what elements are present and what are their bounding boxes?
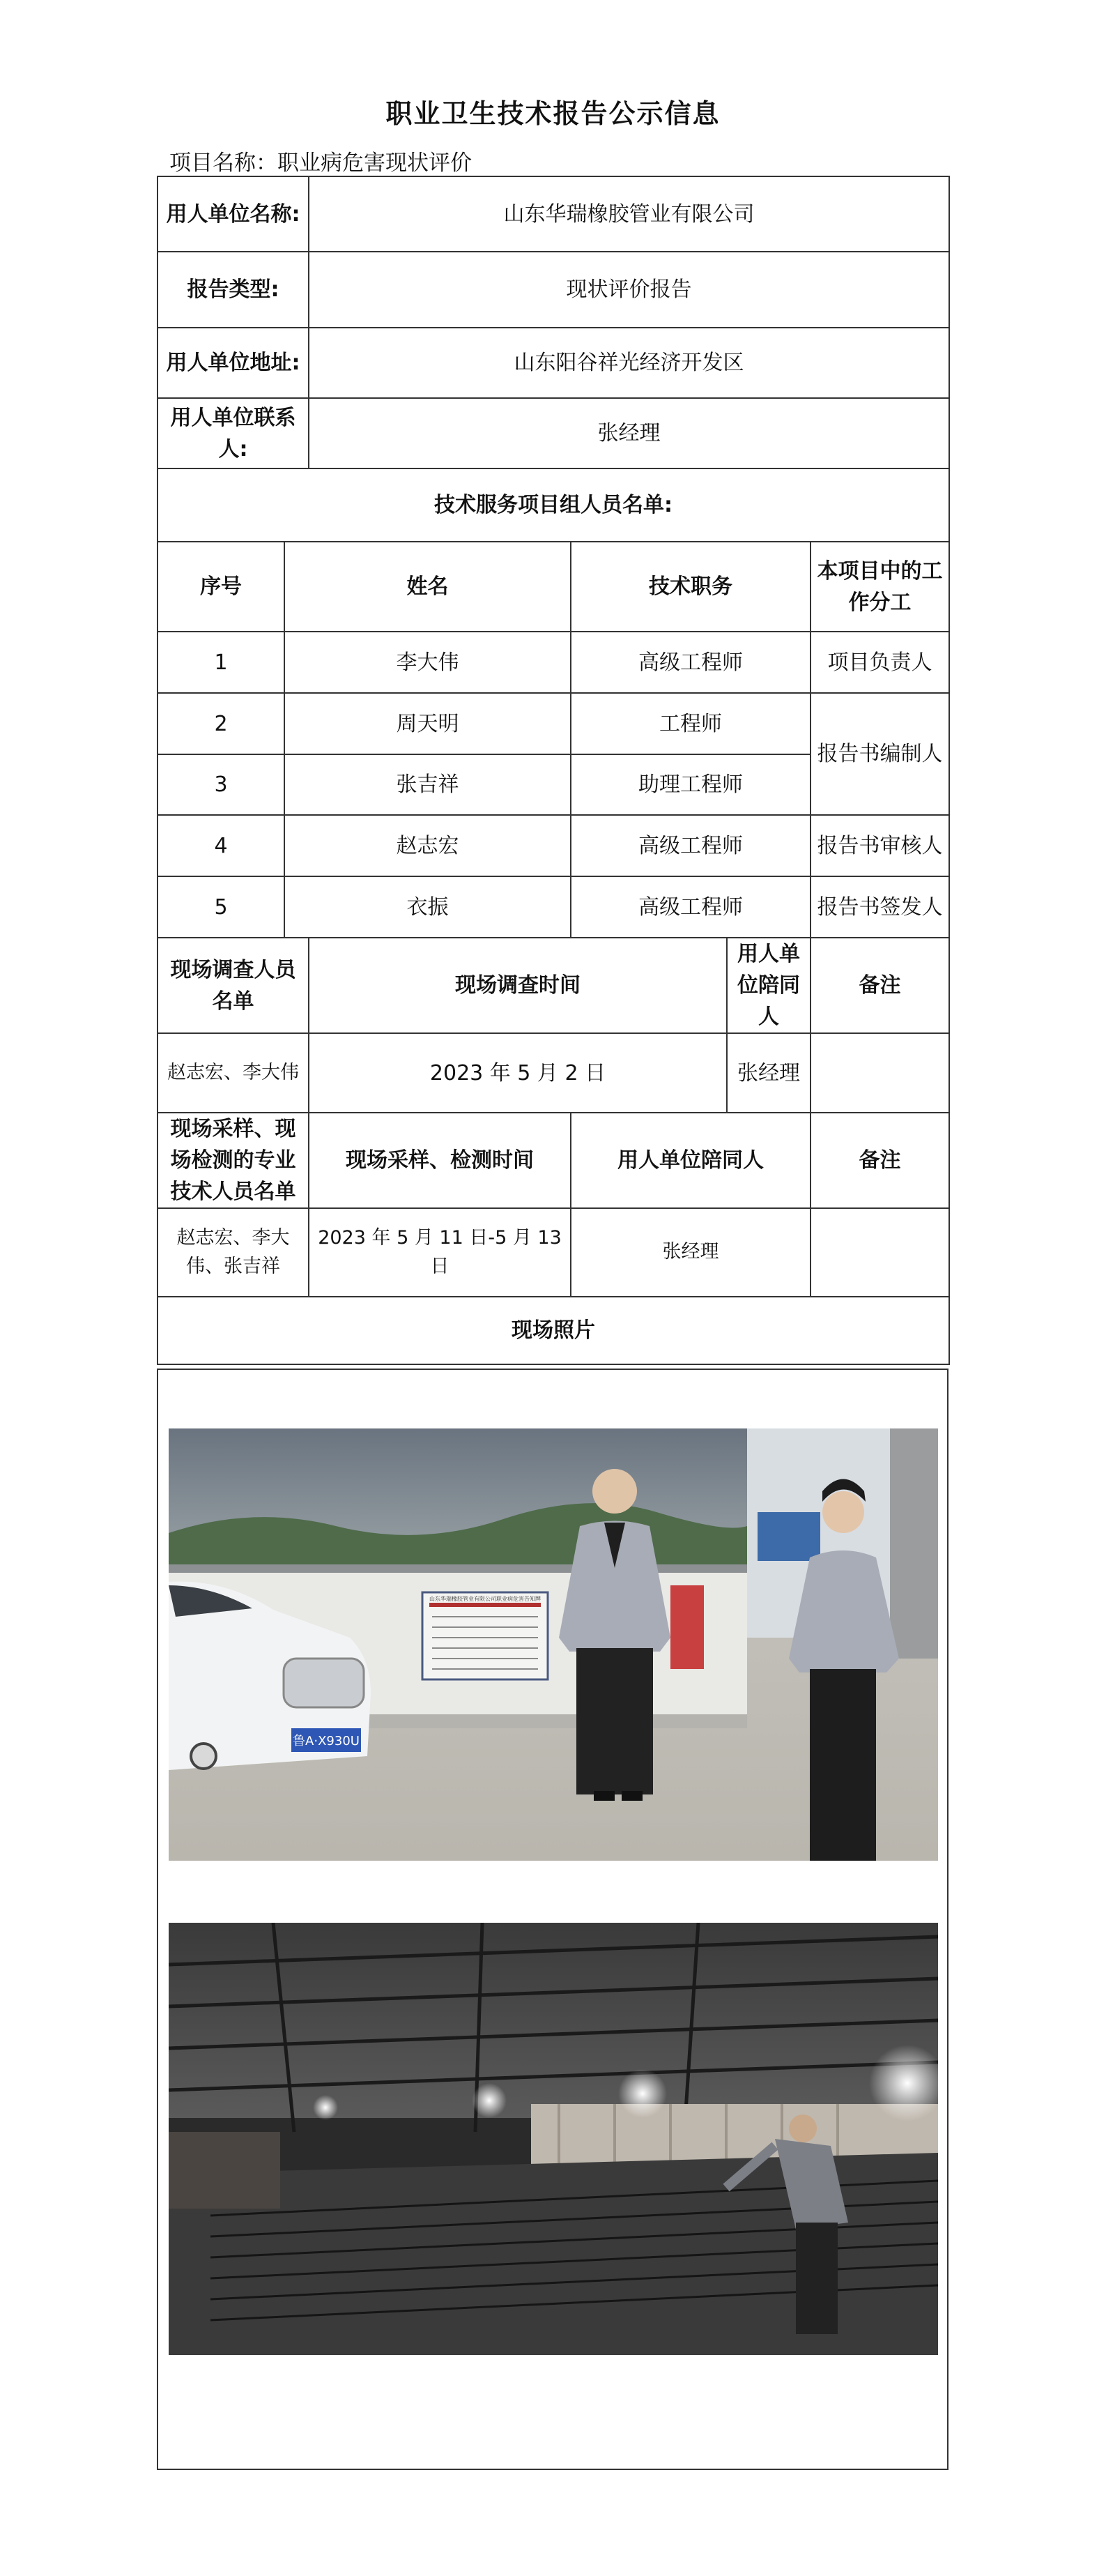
site-photo-entrance <box>169 1428 938 1861</box>
team-header-title: 技术职务 <box>571 542 811 632</box>
team-no: 1 <box>158 632 284 693</box>
team-title: 工程师 <box>571 693 811 754</box>
team-header-role: 本项目中的工作分工 <box>811 542 949 632</box>
team-no: 3 <box>158 754 284 815</box>
employer-label: 用人单位名称: <box>158 176 309 252</box>
team-no: 4 <box>158 815 284 876</box>
sampling-names: 赵志宏、李大伟、张吉祥 <box>158 1208 309 1297</box>
info-table <box>157 176 950 1365</box>
team-name: 衣振 <box>284 876 571 938</box>
photos-frame <box>157 1369 948 2470</box>
team-no: 2 <box>158 693 284 754</box>
team-role: 报告书审核人 <box>811 815 949 876</box>
report-type-value: 现状评价报告 <box>309 252 949 328</box>
table-row <box>158 693 949 754</box>
survey-header-time: 现场调查时间 <box>309 938 727 1033</box>
poster-text: 山东华瑞橡胶管业有限公司职业病危害告知牌 <box>429 1596 541 1602</box>
site-photo-workshop <box>169 1923 938 2355</box>
sampling-header-companion: 用人单位陪同人 <box>571 1113 811 1208</box>
sampling-header-time: 现场采样、检测时间 <box>309 1113 571 1208</box>
team-header-no: 序号 <box>158 542 284 632</box>
team-role: 报告书签发人 <box>811 876 949 938</box>
sampling-companion: 张经理 <box>571 1208 811 1297</box>
team-role: 报告书编制人 <box>811 693 949 815</box>
sampling-header-note: 备注 <box>811 1113 949 1208</box>
sampling-header-names: 现场采样、现场检测的专业技术人员名单 <box>158 1113 309 1208</box>
team-heading: 技术服务项目组人员名单: <box>158 468 949 542</box>
table-row <box>158 632 949 693</box>
team-title: 高级工程师 <box>571 632 811 693</box>
table-row <box>158 815 949 876</box>
survey-time: 2023 年 5 月 2 日 <box>309 1033 727 1113</box>
sampling-note <box>811 1208 949 1297</box>
table-row <box>158 876 949 938</box>
contact-label: 用人单位联系人: <box>158 398 309 468</box>
team-title: 助理工程师 <box>571 754 811 815</box>
contact-value: 张经理 <box>309 398 949 468</box>
team-name: 周天明 <box>284 693 571 754</box>
survey-header-names: 现场调查人员名单 <box>158 938 309 1033</box>
survey-header-companion: 用人单位陪同人 <box>727 938 811 1033</box>
team-header-name: 姓名 <box>284 542 571 632</box>
survey-note <box>811 1033 949 1113</box>
page-title: 职业卫生技术报告公示信息 <box>385 98 721 129</box>
address-label: 用人单位地址: <box>158 328 309 398</box>
team-name: 李大伟 <box>284 632 571 693</box>
team-name: 赵志宏 <box>284 815 571 876</box>
project-name: 项目名称：职业病危害现状评价 <box>169 151 472 176</box>
address-value: 山东阳谷祥光经济开发区 <box>309 328 949 398</box>
team-name: 张吉祥 <box>284 754 571 815</box>
report-type-label: 报告类型: <box>158 252 309 328</box>
team-role: 项目负责人 <box>811 632 949 693</box>
survey-companion: 张经理 <box>727 1033 811 1113</box>
survey-names: 赵志宏、李大伟 <box>158 1033 309 1113</box>
employer-value: 山东华瑞橡胶管业有限公司 <box>309 176 949 252</box>
sampling-time: 2023 年 5 月 11 日-5 月 13 日 <box>309 1208 571 1297</box>
photos-label: 现场照片 <box>158 1297 949 1364</box>
team-no: 5 <box>158 876 284 938</box>
survey-header-note: 备注 <box>811 938 949 1033</box>
license-plate-text: 鲁A·X930U <box>293 1734 360 1748</box>
team-title: 高级工程师 <box>571 815 811 876</box>
team-title: 高级工程师 <box>571 876 811 938</box>
